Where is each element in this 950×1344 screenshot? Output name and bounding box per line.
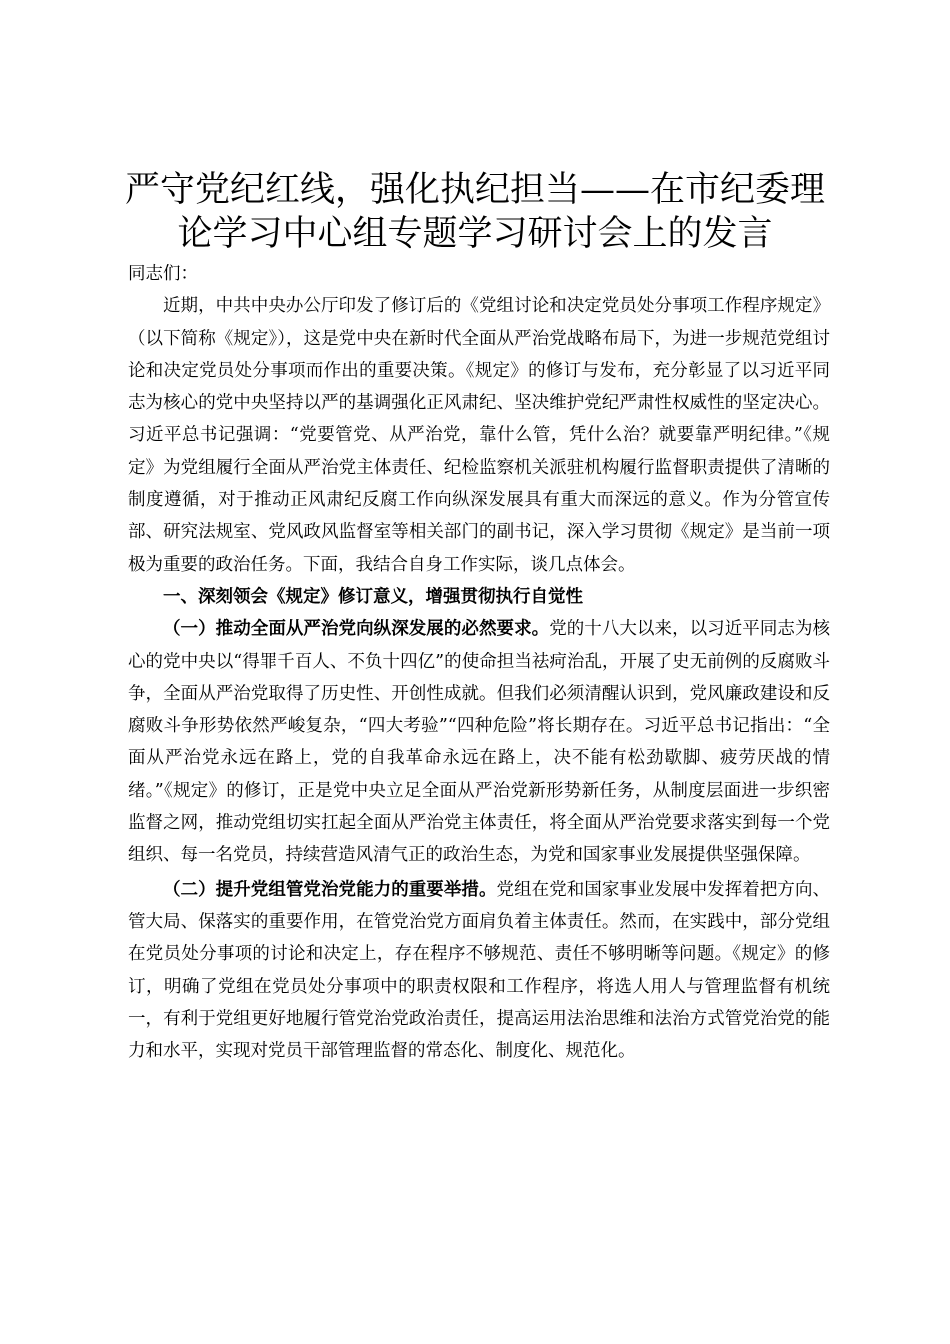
title-line-2: 论学习中心组专题学习研讨会上的发言 xyxy=(177,214,773,254)
intro-paragraph: 近期，中共中央办公厅印发了修订后的《党组讨论和决定党员处分事项工作程序规定》（以下简称《规定》），这是党中央在新时代全面从严治党战略布局下，为进一步规范党组讨论和决定党员处分事项而作出的重要决策。《规定》的修订与发布，充分彰显了以习近平同志为核心的党中央坚持以严的基调强化正风肃纪、坚决维护党纪严肃性权威性的坚定决心。习近平总书记强调：“党要管党、从严治党，靠什么管，凭什么治？就要靠严明纪律。”《规定》为党组履行全面从严治党主体责任、纪检监察机关派驻机构履行监督职责提供了清晰的制度遵循，对于推动正风肃纪反腐工作向纵深发展具有重大而深远的意义。作为分管宣传部、研究法规室、党风政风监督室等相关部门的副书记，深入学习贯彻《规定》是当前一项极为重要的政治任务。下面，我结合自身工作实际，谈几点体会。 xyxy=(128,296,830,575)
title-line-1: 严守党纪红线，强化执纪担当——在市纪委理 xyxy=(124,170,825,210)
document-title xyxy=(118,168,832,256)
point-2-heading: （二）提升党组管党治党能力的重要举措。 xyxy=(163,879,497,900)
point-1-paragraph xyxy=(128,613,830,871)
point-2-paragraph xyxy=(128,874,830,1068)
point-2-body: 党组在党和国家事业发展中发挥着把方向、管大局、保落实的重要作用，在管党治党方面肩负着主体责任。然而，在实践中，部分党组在党员处分事项的讨论和决定上，存在程序不够规范、责任不够明晰等问题。《规定》的修订，明确了党组在党员处分事项中的职责权限和工作程序，将选人用人与管理监督有机统一，有利于党组更好地履行管党治党政治责任，提高运用法治思维和法治方式管党治党的能力和水平，实现对党员干部管理监督的常态化、制度化、规范化。 xyxy=(128,879,831,1062)
point-1-body: 党的十八大以来，以习近平同志为核心的党中央以“得罪千百人、不负十四亿”的使命担当祛疴治乱，开展了史无前例的反腐败斗争，全面从严治党取得了历史性、开创性成就。但我们必须清醒认识到，党风廉政建设和反腐败斗争形势依然严峻复杂，“四大考验”“四种危险”将长期存在。习近平总书记指出：“全面从严治党永远在路上，党的自我革命永远在路上，决不能有松劲歇脚、疲劳厌战的情绪。”《规定》的修订，正是党中央立足全面从严治党新形势新任务，从制度层面进一步织密监督之网，推动党组切实扛起全面从严治党主体责任，将全面从严治党要求落实到每一个党组织、每一名党员，持续营造风清气正的政治生态，为党和国家事业发展提供坚强保障。 xyxy=(128,619,830,866)
section-1-heading: 一、深刻领会《规定》修订意义，增强贯彻执行自觉性 xyxy=(163,586,583,607)
salutation: 同志们： xyxy=(128,264,198,284)
point-1-heading: （一）推动全面从严治党向纵深发展的必然要求。 xyxy=(163,619,550,640)
document-body xyxy=(128,258,830,1067)
